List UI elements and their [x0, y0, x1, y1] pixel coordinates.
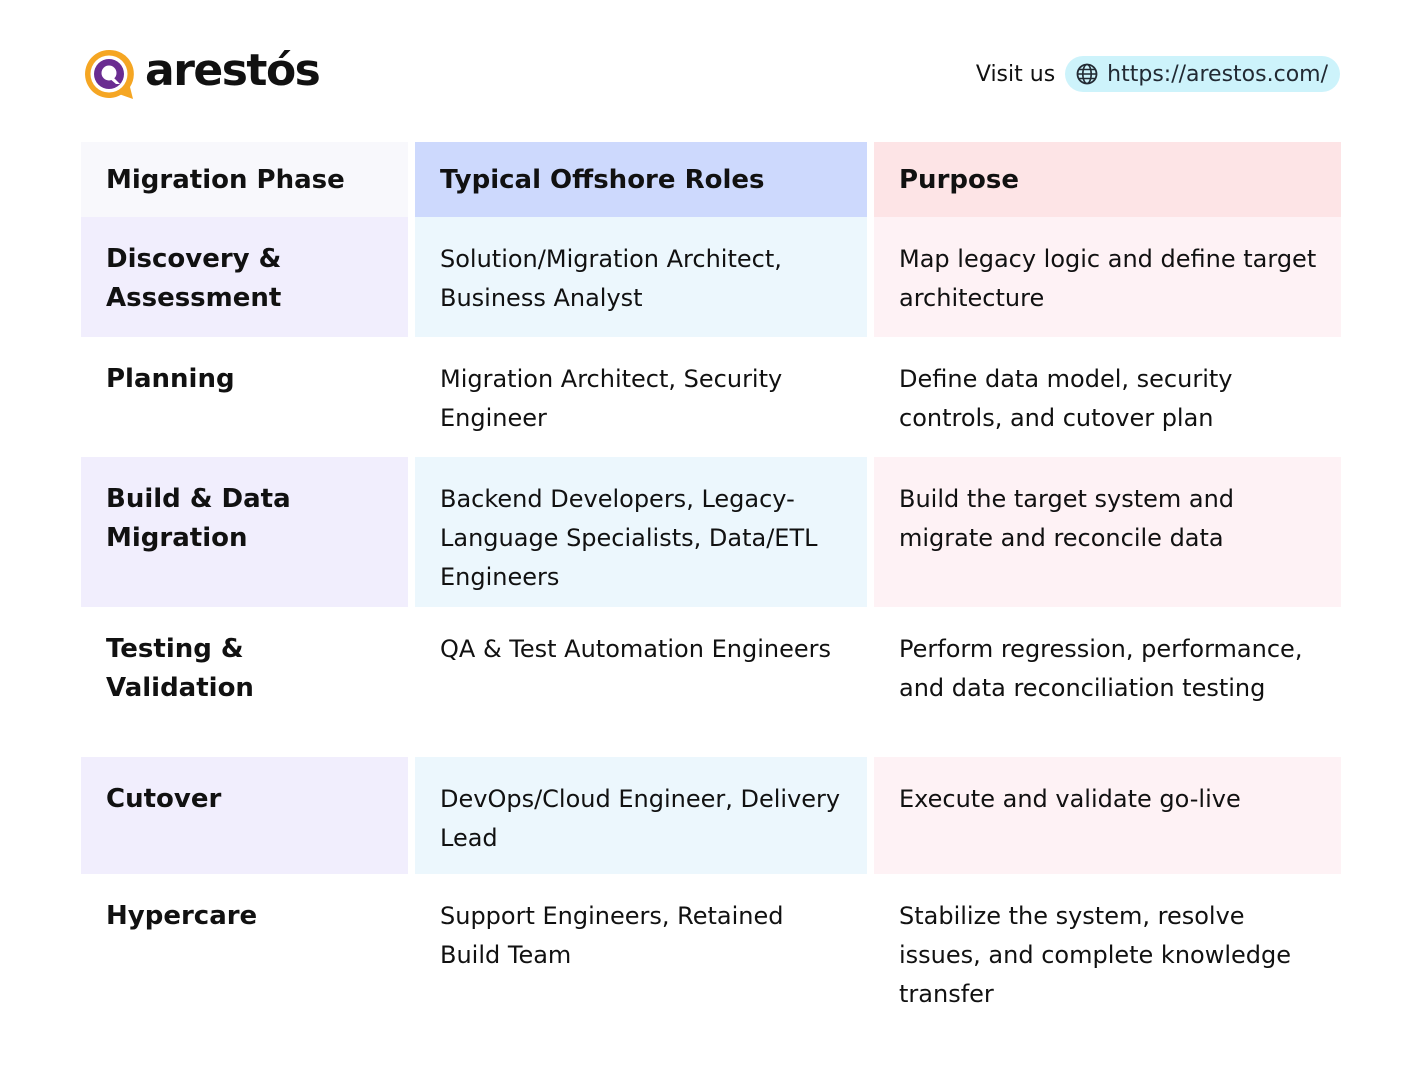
phase-cell: Cutover: [81, 757, 408, 874]
table-row: [81, 874, 1341, 1024]
purpose-cell: Build the target system and migrate and reconcile data: [874, 457, 1341, 607]
header-purpose: Purpose: [874, 142, 1341, 217]
table-row: [81, 607, 1341, 757]
roles-cell: Support Engineers, Retained Build Team: [440, 902, 784, 969]
phase-cell: Build & Data Migration: [81, 457, 408, 607]
roles-cell: Backend Developers, Legacy-Language Specialists, Data/ETL Engineers: [415, 457, 867, 607]
purpose-cell: Define data model, security controls, and cutover plan: [899, 365, 1233, 432]
table-row: [81, 217, 1341, 337]
phase-cell: Testing & Validation: [106, 634, 254, 703]
roles-cell: DevOps/Cloud Engineer, Delivery Lead: [415, 757, 867, 874]
phases-table: [81, 142, 1341, 1024]
purpose-cell: Map legacy logic and define target architecture: [874, 217, 1341, 337]
website-url[interactable]: https://arestos.com/: [1107, 61, 1328, 87]
header-offshore-roles: Typical Offshore Roles: [415, 142, 867, 217]
phase-cell: Planning: [106, 364, 235, 394]
visit-section: [976, 56, 1340, 92]
roles-cell: Solution/Migration Architect, Business Analyst: [415, 217, 867, 337]
website-link[interactable]: [1065, 56, 1340, 92]
purpose-cell: Stabilize the system, resolve issues, and complete knowledge transfer: [899, 902, 1292, 1008]
table-row: [81, 757, 1341, 874]
visit-label: Visit us: [975, 61, 1056, 87]
arestos-logo-icon: [81, 46, 137, 102]
globe-icon: [1075, 62, 1099, 86]
roles-cell: QA & Test Automation Engineers: [440, 635, 831, 663]
purpose-cell: Perform regression, performance, and data reconciliation testing: [899, 635, 1303, 702]
table-header-row: [81, 142, 1341, 217]
brand-logo: [81, 46, 319, 102]
header-migration-phase: Migration Phase: [81, 142, 408, 217]
phase-cell: Hypercare: [106, 901, 258, 931]
roles-cell: Migration Architect, Security Engineer: [440, 365, 783, 432]
brand-name: arestós: [145, 45, 320, 96]
phase-cell: Discovery & Assessment: [81, 217, 408, 337]
table-row: [81, 457, 1341, 607]
table-row: [81, 337, 1341, 457]
purpose-cell: Execute and validate go-live: [874, 757, 1341, 874]
